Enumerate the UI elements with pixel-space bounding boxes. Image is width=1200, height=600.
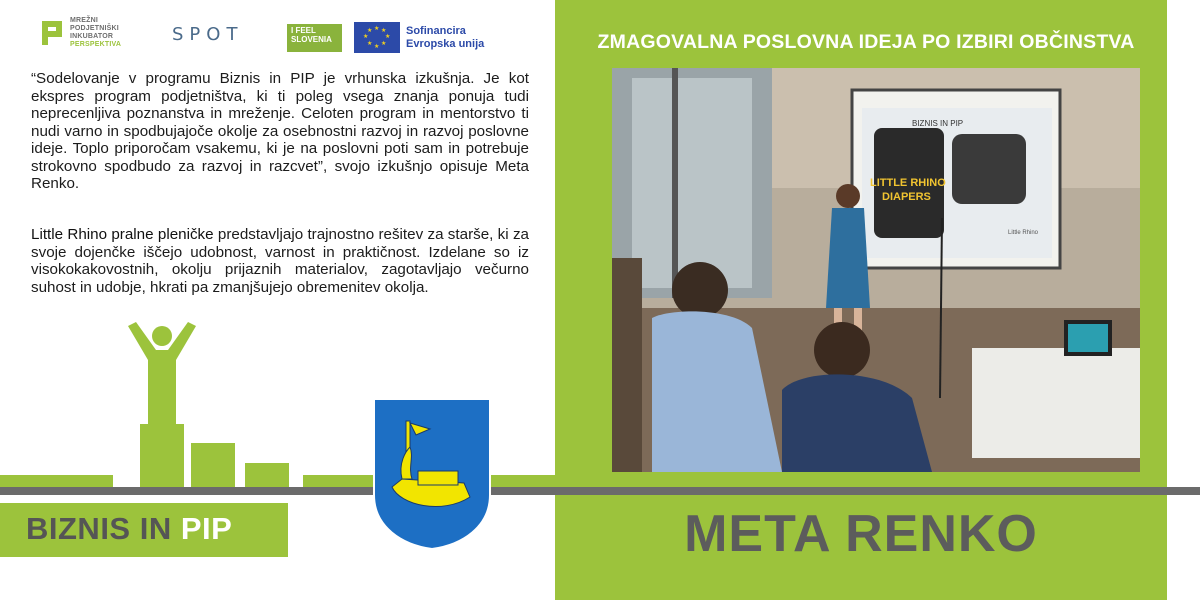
eu-line-1: Sofinancira [406, 24, 466, 37]
eu-logo [354, 22, 484, 53]
photo-screen-line-1: BIZNIS IN PIP [912, 119, 964, 128]
program-title [26, 511, 232, 547]
product-name: Little Rhino pralne pleničke [31, 226, 214, 243]
product-description-text: predstavljajo trajnostno rešitev za starše, ki za svoje dojenčke iščejo udobnost, varnost in praktičnost. Izdelane so iz visokokakovostnih, okolju prijaznih materialov, zagotavljajo večurno suhost in udobje, hkrati pa zmanjšujejo obremenitev okolja. [31, 226, 529, 296]
i-feel-slovenia-logo [287, 24, 342, 52]
eu-line-2: Evropska unija [406, 37, 485, 50]
photo-screen-line-2: LITTLE RHINO [870, 177, 946, 189]
mpi-line-2: PODJETNIŠKI [70, 25, 119, 32]
divider-band-right [555, 487, 1167, 495]
municipal-coat-of-arms [372, 397, 492, 551]
divider-band-edge [1167, 487, 1200, 495]
product-description [31, 226, 529, 296]
winner-name: META RENKO [684, 505, 1038, 563]
mpi-line-4: PERSPEKTIVA [70, 41, 122, 48]
photo-screen-line-3: DIAPERS [882, 191, 931, 203]
spot-logo: SPOT [172, 24, 244, 45]
testimonial-quote: “Sodelovanje v programu Biznis in PIP je vrhunska izkušnja. Je kot ekspres program podjetništva, ki ti poleg vsega znanja ponuja tudi neprecenljiva poznanstva in mreženje. Celoten program in mentorstvo ti nudi varno in spodbujajoče okolje za osebnostni razvoj in razvoj poslovne ideje. Toplo priporočam vsakemu, ki je na poslovni poti sam in potrebuje strokovno spodbudo za razvoj in razcvet”, svojo izkušnjo opisuje Meta Renko. [31, 70, 529, 192]
mpi-line-3: INKUBATOR [70, 33, 114, 40]
mpi-line-1: MREŽNI [70, 17, 99, 24]
mpi-logo [42, 17, 121, 49]
eu-flag-icon: ★ ★ ★ ★ ★ ★ ★ ★ [354, 22, 400, 53]
ifeel-line-1: I FEEL [291, 26, 316, 35]
photo-screen-line-4: Little Rhino [1008, 230, 1039, 236]
program-title-part2: PIP [180, 511, 233, 546]
event-photo [612, 68, 1140, 472]
program-title-part1: BIZNIS IN [26, 511, 181, 546]
mpi-mark-icon [42, 19, 64, 47]
award-heading: ZMAGOVALNA POSLOVNA IDEJA PO IZBIRI OBČINSTVA [597, 31, 1135, 53]
ifeel-line-2: SLOVENIA [291, 35, 332, 44]
right-edge-strip [1167, 0, 1200, 600]
